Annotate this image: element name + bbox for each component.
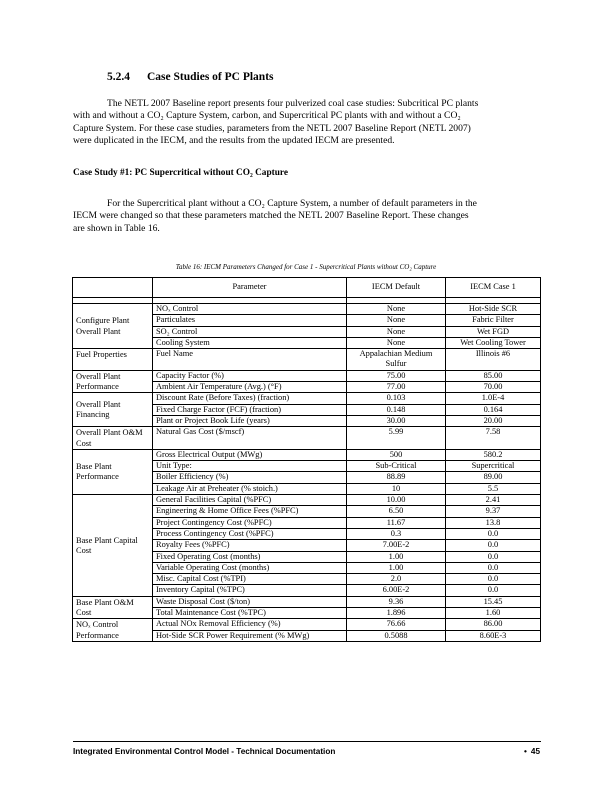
default-value-cell: 1.896	[347, 608, 446, 619]
case1-value-cell: 2.41	[446, 495, 541, 506]
case-paragraph	[73, 198, 539, 235]
param-cell: Fuel Name	[153, 349, 347, 371]
param-cell: SO₂ Control	[153, 326, 347, 337]
case1-value-cell: 0.0	[446, 585, 541, 596]
param-cell: Unit Type:	[153, 461, 347, 472]
default-value-cell: Sub-Critical	[347, 461, 446, 472]
param-cell: Variable Operating Cost (months)	[153, 562, 347, 573]
case1-value-cell: 8.60E-3	[446, 630, 541, 641]
default-value-cell: 1.00	[347, 551, 446, 562]
default-value-cell: 11.67	[347, 517, 446, 528]
param-cell: Discount Rate (Before Taxes) (fraction)	[153, 393, 347, 404]
param-cell: NOₓ Control	[153, 304, 347, 315]
table-row	[73, 449, 541, 460]
param-cell: General Facilities Capital (%PFC)	[153, 495, 347, 506]
header-parameter: Parameter	[153, 278, 347, 298]
default-value-cell: 500	[347, 449, 446, 460]
param-cell: Ambient Air Temperature (Avg.) (°F)	[153, 382, 347, 393]
intro-line: with and without a CO₂ Capture System, carbon, and Supercritical PC plants with and without a CO₂	[73, 110, 461, 122]
group-label: Overall Plant O&M Cost	[73, 427, 153, 450]
table-row	[73, 427, 541, 450]
param-cell: Capacity Factor (%)	[153, 370, 347, 381]
param-cell: Gross Electrical Output (MWg)	[153, 449, 347, 460]
default-value-cell: None	[347, 304, 446, 315]
default-value-cell: 76.66	[347, 619, 446, 630]
bullet-icon: •	[524, 747, 527, 756]
default-value-cell: None	[347, 337, 446, 348]
param-cell: Fixed Charge Factor (FCF) (fraction)	[153, 404, 347, 415]
default-value-cell: 88.89	[347, 472, 446, 483]
param-cell: Total Maintenance Cost (%TPC)	[153, 608, 347, 619]
table-row	[73, 619, 541, 630]
header-group	[73, 278, 153, 298]
table-row	[73, 393, 541, 404]
case-line: For the Supercritical plant without a CO₂ Capture System, a number of default parameters in the	[107, 198, 477, 209]
param-cell: Particulates	[153, 315, 347, 326]
default-value-cell: 6.00E-2	[347, 585, 446, 596]
case1-value-cell: 7.58	[446, 427, 541, 450]
default-value-cell: 2.0	[347, 574, 446, 585]
intro-paragraph	[73, 98, 539, 147]
param-cell: Process Contingency Cost (%PFC)	[153, 528, 347, 539]
case1-value-cell: 0.164	[446, 404, 541, 415]
default-value-cell: 7.00E-2	[347, 540, 446, 551]
param-cell: Waste Disposal Cost ($/ton)	[153, 596, 347, 607]
default-value-cell: None	[347, 326, 446, 337]
case1-value-cell: Illinois #6	[446, 349, 541, 371]
case1-value-cell: 0.0	[446, 551, 541, 562]
case1-value-cell: 5.5	[446, 483, 541, 494]
param-cell: Engineering & Home Office Fees (%PFC)	[153, 506, 347, 517]
group-label: Configure Plant Overall Plant	[73, 304, 153, 349]
table-row	[73, 596, 541, 607]
table-row	[73, 349, 541, 371]
footer-page	[524, 747, 540, 756]
default-value-cell: 9.36	[347, 596, 446, 607]
param-cell: Natural Gas Cost ($/mscf)	[153, 427, 347, 450]
case1-value-cell: 13.8	[446, 517, 541, 528]
footer-title: Integrated Environmental Control Model - Technical Documentation	[73, 747, 336, 756]
footer-rule	[73, 741, 541, 742]
table-row	[73, 304, 541, 315]
default-value-cell: 5.99	[347, 427, 446, 450]
default-value-cell: None	[347, 315, 446, 326]
parameters-table	[72, 277, 541, 642]
default-value-cell: Appalachian Medium Sulfur	[347, 349, 446, 371]
case1-value-cell: 0.0	[446, 574, 541, 585]
param-cell: Boiler Efficiency (%)	[153, 472, 347, 483]
table-row	[73, 495, 541, 506]
case-line: are shown in Table 16.	[73, 222, 160, 234]
param-cell: Cooling System	[153, 337, 347, 348]
case-study-heading: Case Study #1: PC Supercritical without CO₂ Capture	[73, 168, 288, 178]
table-header-row	[73, 278, 541, 298]
intro-line: Capture System. For these case studies, parameters from the NETL 2007 Baseline Report (NETL 2007)	[73, 122, 471, 134]
case1-value-cell: 86.00	[446, 619, 541, 630]
default-value-cell: 0.148	[347, 404, 446, 415]
default-value-cell: 77.00	[347, 382, 446, 393]
default-value-cell: 10	[347, 483, 446, 494]
page-number: 45	[530, 747, 540, 756]
section-number: 5.2.4	[107, 71, 130, 83]
param-cell: Fixed Operating Cost (months)	[153, 551, 347, 562]
case1-value-cell: Supercritical	[446, 461, 541, 472]
case1-value-cell: 70.00	[446, 382, 541, 393]
header-iecm-case1: IECM Case 1	[446, 278, 541, 298]
default-value-cell: 0.3	[347, 528, 446, 539]
param-cell: Misc. Capital Cost (%TPI)	[153, 574, 347, 585]
group-label: Fuel Properties	[73, 349, 153, 371]
table-row	[73, 370, 541, 381]
default-value-cell: 75.00	[347, 370, 446, 381]
case1-value-cell: 20.00	[446, 415, 541, 426]
case1-value-cell: Hot-Side SCR	[446, 304, 541, 315]
param-cell: Actual NOx Removal Efficiency (%)	[153, 619, 347, 630]
group-label: Base Plant Capital Cost	[73, 495, 153, 597]
case1-value-cell: 85.00	[446, 370, 541, 381]
default-value-cell: 30.00	[347, 415, 446, 426]
case-line: IECM were changed so that these parameters matched the NETL 2007 Baseline Report. These changes	[73, 210, 469, 222]
default-value-cell: 0.5088	[347, 630, 446, 641]
header-iecm-default: IECM Default	[347, 278, 446, 298]
group-label: Base Plant Performance	[73, 449, 153, 494]
section-title: Case Studies of PC Plants	[147, 71, 274, 83]
group-label: NOₓ Control Performance	[73, 619, 153, 642]
default-value-cell: 6.50	[347, 506, 446, 517]
table-body	[73, 304, 541, 642]
case1-value-cell: Fabric Filter	[446, 315, 541, 326]
intro-line: The NETL 2007 Baseline report presents four pulverized coal case studies: Subcritical PC plants	[107, 98, 479, 109]
param-cell: Hot-Side SCR Power Requirement (% MWg)	[153, 630, 347, 641]
group-label: Base Plant O&M Cost	[73, 596, 153, 619]
case1-value-cell: 0.0	[446, 540, 541, 551]
default-value-cell: 10.00	[347, 495, 446, 506]
param-cell: Royalty Fees (%PFC)	[153, 540, 347, 551]
param-cell: Leakage Air at Preheater (% stoich.)	[153, 483, 347, 494]
default-value-cell: 0.103	[347, 393, 446, 404]
case1-value-cell: 0.0	[446, 562, 541, 573]
case1-value-cell: 15.45	[446, 596, 541, 607]
case1-value-cell: 1.0E-4	[446, 393, 541, 404]
case1-value-cell: 1.60	[446, 608, 541, 619]
case1-value-cell: 580.2	[446, 449, 541, 460]
param-cell: Plant or Project Book Life (years)	[153, 415, 347, 426]
intro-line: were duplicated in the IECM, and the results from the updated IECM are presented.	[73, 134, 395, 146]
group-label: Overall Plant Performance	[73, 370, 153, 393]
case1-value-cell: Wet Cooling Tower	[446, 337, 541, 348]
table-caption: Table 16: IECM Parameters Changed for Case 1 - Supercritical Plants without CO₂ Capture	[175, 263, 437, 271]
case1-value-cell: 89.00	[446, 472, 541, 483]
default-value-cell: 1.00	[347, 562, 446, 573]
case1-value-cell: Wet FGD	[446, 326, 541, 337]
section-heading	[107, 71, 274, 83]
param-cell: Inventory Capital (%TPC)	[153, 585, 347, 596]
case1-value-cell: 9.37	[446, 506, 541, 517]
group-label: Overall Plant Financing	[73, 393, 153, 427]
param-cell: Project Contingency Cost (%PFC)	[153, 517, 347, 528]
case1-value-cell: 0.0	[446, 528, 541, 539]
